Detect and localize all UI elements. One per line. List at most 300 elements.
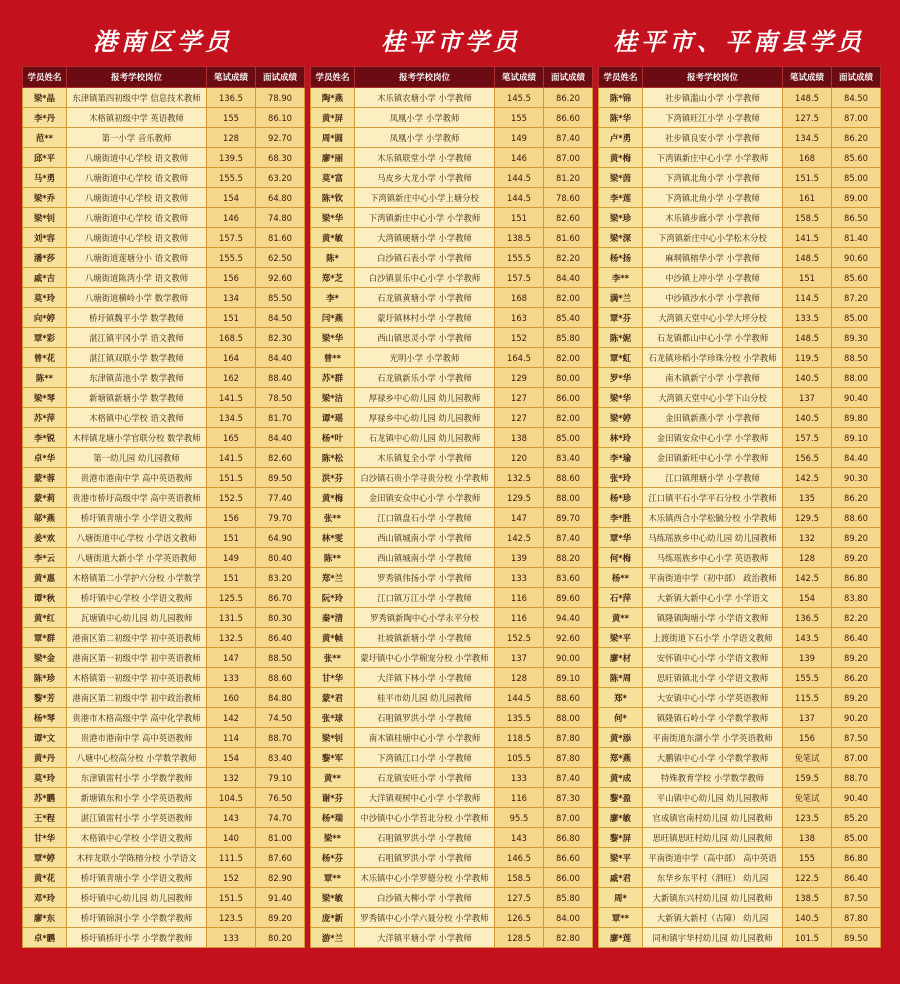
student-name: 梁*华 [599, 388, 643, 408]
interview-score: 92.60 [256, 268, 305, 288]
written-score: 140.5 [783, 408, 832, 428]
written-score: 104.5 [207, 788, 256, 808]
written-score: 163 [495, 308, 544, 328]
exam-position: 木梓镇龙塘小学官联分校 数学教师 [67, 428, 207, 448]
table-row [23, 768, 305, 788]
student-name: 廖*丽 [311, 148, 355, 168]
written-score: 114 [207, 728, 256, 748]
student-name: 杨*扬 [599, 248, 643, 268]
interview-score: 82.00 [544, 348, 593, 368]
student-name: 廖*莲 [599, 928, 643, 948]
interview-score: 92.70 [256, 128, 305, 148]
student-name: 覃** [599, 908, 643, 928]
exam-position: 新塘镇新塘小学 数学教师 [67, 388, 207, 408]
exam-position: 桥圩镇青塘小学 小学语文教师 [67, 508, 207, 528]
written-score: 139 [783, 648, 832, 668]
table-row [599, 568, 881, 588]
interview-score: 86.40 [832, 868, 881, 888]
written-score: 161 [783, 188, 832, 208]
table-row [311, 448, 593, 468]
table-row [599, 488, 881, 508]
exam-position: 石龙镇安旺小学 小学教师 [355, 768, 495, 788]
written-score: 138.5 [495, 228, 544, 248]
exam-position: 八塘街道中心学校 小学语文教师 [67, 528, 207, 548]
interview-score: 89.50 [256, 468, 305, 488]
interview-score: 82.90 [256, 868, 305, 888]
table-row [311, 788, 593, 808]
student-name: 陈*钦 [311, 188, 355, 208]
table-row [311, 168, 593, 188]
student-name: 闫*燕 [311, 308, 355, 328]
score-table [22, 66, 305, 948]
student-name: 陈*松 [311, 448, 355, 468]
exam-position: 光明小学 小学教师 [355, 348, 495, 368]
student-name: 林*雯 [311, 528, 355, 548]
student-name: 梁*乔 [23, 188, 67, 208]
written-score: 131.5 [207, 608, 256, 628]
student-name: 莫*富 [311, 168, 355, 188]
table-row [311, 888, 593, 908]
exam-position: 八塘中心校高分校 小学数学教师 [67, 748, 207, 768]
header-position: 报考学校岗位 [355, 67, 495, 88]
interview-score: 81.70 [256, 408, 305, 428]
interview-score: 86.60 [544, 848, 593, 868]
table-row [311, 908, 593, 928]
table-row [599, 88, 881, 108]
exam-position: 平南街道东湖小学 小学英语教师 [643, 728, 783, 748]
interview-score: 85.20 [832, 808, 881, 828]
interview-score: 91.40 [256, 888, 305, 908]
exam-position: 西山镇思灵小学 小学教师 [355, 328, 495, 348]
interview-score: 84.40 [256, 428, 305, 448]
student-name: 梁*琴 [23, 388, 67, 408]
exam-position: 桥圩镇锦洞小学 小学数学教师 [67, 908, 207, 928]
written-score: 144.5 [495, 688, 544, 708]
written-score: 148.5 [783, 248, 832, 268]
exam-position: 大洋镇下林小学 小学教师 [355, 668, 495, 688]
student-name: 谭*秋 [23, 588, 67, 608]
interview-score: 78.50 [256, 388, 305, 408]
interview-score: 64.90 [256, 528, 305, 548]
interview-score: 89.20 [832, 688, 881, 708]
written-score: 139.5 [207, 148, 256, 168]
interview-score: 89.50 [832, 928, 881, 948]
exam-position: 下湾镇旺江小学 小学教师 [643, 108, 783, 128]
table-row [311, 328, 593, 348]
table-row [311, 848, 593, 868]
interview-score: 83.60 [544, 568, 593, 588]
table-row [311, 568, 593, 588]
table-row [23, 868, 305, 888]
interview-score: 88.50 [256, 648, 305, 668]
written-score: 149 [495, 128, 544, 148]
interview-score: 86.20 [832, 128, 881, 148]
header-interview-score: 面试成绩 [544, 67, 593, 88]
interview-score: 90.40 [832, 388, 881, 408]
written-score: 165 [207, 428, 256, 448]
written-score: 143 [207, 808, 256, 828]
exam-position: 石咀镇罗洪小学 小学教师 [355, 708, 495, 728]
student-name: 黄*梅 [599, 148, 643, 168]
exam-position: 平南街道中学（高中部） 高中英语 [643, 848, 783, 868]
exam-position: 木乐镇步廊小学 小学教师 [643, 208, 783, 228]
exam-position: 官成镇官南村幼儿园 幼儿园教师 [643, 808, 783, 828]
student-name: 苏*鹏 [23, 788, 67, 808]
section-title: 桂平市、平南县学员 [613, 27, 865, 56]
exam-position: 大鹏镇中心小学 小学数学教师 [643, 748, 783, 768]
exam-position: 贵港市木格高级中学 高中化学教师 [67, 708, 207, 728]
written-score: 120 [495, 448, 544, 468]
student-name: 谭*文 [23, 728, 67, 748]
exam-position: 桥圩镇桥圩小学 小学数学教师 [67, 928, 207, 948]
written-score: 158.5 [495, 868, 544, 888]
table-row [599, 268, 881, 288]
written-score: 168 [783, 148, 832, 168]
written-score: 141.5 [207, 388, 256, 408]
table-row [23, 468, 305, 488]
table-row [23, 208, 305, 228]
interview-score: 82.00 [544, 288, 593, 308]
exam-position: 瓦塘镇中心幼儿园 幼儿园教师 [67, 608, 207, 628]
interview-score: 86.50 [832, 208, 881, 228]
student-name: 覃** [311, 868, 355, 888]
student-name: 陶*燕 [311, 88, 355, 108]
exam-position: 马练瑶族乡中心幼儿园 幼儿园教师 [643, 528, 783, 548]
interview-score: 83.80 [832, 588, 881, 608]
exam-position: 大湾镇硬塘小学 小学教师 [355, 228, 495, 248]
exam-position: 同和镇宇华村幼儿园 幼儿园教师 [643, 928, 783, 948]
student-name: 戚*吉 [23, 268, 67, 288]
interview-score: 89.10 [544, 668, 593, 688]
written-score: 143 [495, 828, 544, 848]
table-row [599, 468, 881, 488]
exam-position: 西山镇城南小学 小学教师 [355, 528, 495, 548]
student-name: 黎*芳 [23, 688, 67, 708]
student-name: 杨*珍 [599, 488, 643, 508]
written-score: 116 [495, 588, 544, 608]
table-row [311, 508, 593, 528]
exam-position: 中沙镇沙水小学 小学教师 [643, 288, 783, 308]
table-row [311, 148, 593, 168]
header-position: 报考学校岗位 [67, 67, 207, 88]
exam-position: 大安镇中心小学 小学英语教师 [643, 688, 783, 708]
written-score: 138 [783, 828, 832, 848]
student-name: 郑*燕 [599, 748, 643, 768]
exam-position: 石咀镇罗洪小学 小学教师 [355, 828, 495, 848]
table-row [23, 668, 305, 688]
table-row [23, 328, 305, 348]
interview-score: 76.50 [256, 788, 305, 808]
student-name: 向*婷 [23, 308, 67, 328]
student-name: 李*锐 [23, 428, 67, 448]
interview-score: 94.40 [544, 608, 593, 628]
student-name: 陈*妮 [599, 328, 643, 348]
student-name: 邬*燕 [23, 508, 67, 528]
table-row [599, 588, 881, 608]
exam-position: 八塘街道中心学校 语文教师 [67, 168, 207, 188]
written-score: 157.5 [495, 268, 544, 288]
interview-score: 78.60 [544, 188, 593, 208]
student-name: 黄*屏 [311, 108, 355, 128]
table-row [599, 448, 881, 468]
table-row [23, 188, 305, 208]
interview-score: 77.40 [256, 488, 305, 508]
student-name: 卢*勇 [599, 128, 643, 148]
exam-position: 社步镇良安小学 小学教师 [643, 128, 783, 148]
table-row [311, 648, 593, 668]
written-score: 156 [207, 268, 256, 288]
interview-score: 87.00 [544, 148, 593, 168]
exam-position: 木格镇中心学校 小学语文教师 [67, 828, 207, 848]
written-score: 138 [495, 428, 544, 448]
header-name: 学员姓名 [599, 67, 643, 88]
interview-score: 87.80 [544, 748, 593, 768]
student-name: 陈*华 [599, 108, 643, 128]
interview-score: 88.40 [256, 368, 305, 388]
table-row [311, 528, 593, 548]
exam-position: 白沙镇大柳小学 小学教师 [355, 888, 495, 908]
written-score: 168.5 [207, 328, 256, 348]
student-name: 梁*婷 [599, 408, 643, 428]
table-row [599, 548, 881, 568]
exam-position: 蒙圩镇中心小学棉宠分校 小学教师 [355, 648, 495, 668]
table-row [311, 308, 593, 328]
written-score: 151 [783, 268, 832, 288]
score-table [598, 66, 881, 948]
student-name: 梁*深 [599, 228, 643, 248]
interview-score: 63.20 [256, 168, 305, 188]
interview-score: 83.20 [256, 568, 305, 588]
student-name: 李*云 [23, 548, 67, 568]
interview-score: 87.80 [544, 728, 593, 748]
interview-score: 89.20 [832, 548, 881, 568]
table-row [311, 808, 593, 828]
student-name: 杨*琴 [23, 708, 67, 728]
table-row [23, 628, 305, 648]
written-score: 123.5 [783, 808, 832, 828]
interview-score: 88.60 [544, 688, 593, 708]
student-name: 覃*群 [23, 628, 67, 648]
student-name: 李*胜 [599, 508, 643, 528]
exam-position: 木梓龙联小学陈榕分校 小学语文 [67, 848, 207, 868]
written-score: 123.5 [207, 908, 256, 928]
exam-position: 南木镇新宁小学 小学教师 [643, 368, 783, 388]
exam-position: 桂平市幼儿园 幼儿园教师 [355, 688, 495, 708]
student-name: 黎*盈 [599, 788, 643, 808]
student-name: 谭*瑶 [311, 408, 355, 428]
table-row [599, 848, 881, 868]
exam-position: 贵港市桥圩高级中学 高中英语教师 [67, 488, 207, 508]
student-name: 黄*成 [599, 768, 643, 788]
exam-position: 大湾镇天堂中心小学下山分校 [643, 388, 783, 408]
written-score: 129 [495, 368, 544, 388]
table-row [23, 528, 305, 548]
exam-position: 凤凰小学 小学教师 [355, 108, 495, 128]
header-name: 学员姓名 [23, 67, 67, 88]
student-name: 蒙*蓉 [23, 468, 67, 488]
student-name: 覃*婷 [23, 848, 67, 868]
exam-position: 白沙镇石贵小学寻贵分校 小学教师 [355, 468, 495, 488]
interview-score: 87.50 [832, 728, 881, 748]
table-row [599, 348, 881, 368]
written-score: 132 [207, 768, 256, 788]
table-row [23, 388, 305, 408]
student-name: 杨*叶 [311, 428, 355, 448]
exam-position: 八塘街道中心学校 语文教师 [67, 148, 207, 168]
exam-position: 新塘镇东和小学 小学英语教师 [67, 788, 207, 808]
exam-position: 下湾镇北角小学 小学教师 [643, 168, 783, 188]
interview-score: 85.60 [832, 268, 881, 288]
written-score: 156 [783, 728, 832, 748]
written-score: 127.5 [495, 888, 544, 908]
exam-position: 凤凰小学 小学教师 [355, 128, 495, 148]
student-name: 覃*华 [599, 528, 643, 548]
table-row [23, 928, 305, 948]
exam-position: 罗秀镇伟扬小学 小学教师 [355, 568, 495, 588]
header-interview-score: 面试成绩 [832, 67, 881, 88]
table-row [23, 548, 305, 568]
exam-position: 八塘街道横岭小学 数学教师 [67, 288, 207, 308]
student-name: 卓*华 [23, 448, 67, 468]
student-name: 陈** [311, 548, 355, 568]
table-row [311, 708, 593, 728]
exam-position: 大新镇东兴村幼儿园 幼儿园教师 [643, 888, 783, 908]
table-row [599, 768, 881, 788]
table-row [311, 288, 593, 308]
exam-position: 蒙圩镇林村小学 小学教师 [355, 308, 495, 328]
student-name: 邱*平 [23, 148, 67, 168]
interview-score: 86.40 [256, 628, 305, 648]
written-score: 141.5 [207, 448, 256, 468]
student-name: 杨*瑞 [311, 808, 355, 828]
exam-position: 平山镇中心幼儿园 幼儿园教师 [643, 788, 783, 808]
interview-score: 88.60 [832, 508, 881, 528]
written-score: 101.5 [783, 928, 832, 948]
student-name: 陈*锦 [599, 88, 643, 108]
table-row [599, 328, 881, 348]
table-header-row [311, 67, 593, 88]
written-score: 149 [207, 548, 256, 568]
exam-position: 木格镇第二小学护六分校 小学数学 [67, 568, 207, 588]
table-row [599, 148, 881, 168]
written-score: 免笔试 [783, 748, 832, 768]
table-row [23, 348, 305, 368]
student-name: 梁*金 [23, 648, 67, 668]
student-name: 黄*惠 [23, 568, 67, 588]
interview-score: 74.50 [256, 708, 305, 728]
exam-position: 下湾镇新庄中心小学松木分校 [643, 228, 783, 248]
written-score: 132.5 [207, 628, 256, 648]
table-row [311, 88, 593, 108]
student-name: 梁*华 [311, 328, 355, 348]
written-score: 142 [207, 708, 256, 728]
written-score: 139 [495, 548, 544, 568]
written-score: 135 [783, 488, 832, 508]
table-row [311, 348, 593, 368]
interview-score: 82.60 [544, 208, 593, 228]
written-score: 155 [783, 848, 832, 868]
student-name: 李*莲 [599, 188, 643, 208]
written-score: 133 [207, 928, 256, 948]
table-row [311, 548, 593, 568]
written-score: 116 [495, 608, 544, 628]
written-score: 147 [495, 508, 544, 528]
written-score: 127.5 [783, 108, 832, 128]
exam-position: 桥圩镇青塘小学 小学语文教师 [67, 868, 207, 888]
student-name: 梁*敏 [311, 888, 355, 908]
exam-position: 木格镇第一初级中学 初中英语教师 [67, 668, 207, 688]
interview-score: 86.80 [544, 828, 593, 848]
section-title: 港南区学员 [93, 27, 233, 56]
interview-score: 62.50 [256, 248, 305, 268]
exam-position: 西山镇城南小学 小学教师 [355, 548, 495, 568]
table-row [311, 668, 593, 688]
table-row [23, 608, 305, 628]
interview-score: 90.30 [832, 468, 881, 488]
written-score: 151 [495, 208, 544, 228]
section-title: 桂平市学员 [381, 27, 521, 56]
student-name: 梁*珍 [599, 208, 643, 228]
table-row [599, 428, 881, 448]
interview-score: 85.50 [256, 288, 305, 308]
student-name: 曾*花 [23, 348, 67, 368]
written-score: 140.5 [783, 368, 832, 388]
student-name: 庞*新 [311, 908, 355, 928]
interview-score: 86.80 [832, 848, 881, 868]
table-row [23, 168, 305, 188]
student-name: 黄*梅 [311, 488, 355, 508]
table-row [599, 228, 881, 248]
interview-score: 82.00 [544, 408, 593, 428]
exam-position: 白沙镇石表小学 小学教师 [355, 248, 495, 268]
student-name: 苏*萍 [23, 408, 67, 428]
exam-position: 贵港市港南中学 高中英语教师 [67, 728, 207, 748]
student-name: 梁*洁 [311, 388, 355, 408]
exam-position: 中沙镇中心小学苔北分校 小学教师 [355, 808, 495, 828]
table-row [599, 528, 881, 548]
student-name: 杨*芬 [311, 848, 355, 868]
written-score: 133 [207, 668, 256, 688]
interview-score: 90.40 [832, 788, 881, 808]
interview-score: 87.00 [544, 808, 593, 828]
written-score: 137 [783, 388, 832, 408]
interview-score: 84.40 [544, 268, 593, 288]
table-row [311, 928, 593, 948]
score-table [310, 66, 593, 948]
written-score: 122.5 [783, 868, 832, 888]
table-row [599, 708, 881, 728]
interview-score: 88.50 [832, 348, 881, 368]
interview-score: 82.80 [544, 928, 593, 948]
interview-score: 87.80 [832, 908, 881, 928]
student-name: 黄*敏 [311, 228, 355, 248]
written-score: 132.5 [495, 468, 544, 488]
exam-position: 罗秀镇新陶中心小学永平分校 [355, 608, 495, 628]
written-score: 148.5 [783, 88, 832, 108]
student-name: 杨** [599, 568, 643, 588]
interview-score: 86.60 [544, 108, 593, 128]
interview-score: 89.20 [256, 908, 305, 928]
interview-score: 87.00 [832, 108, 881, 128]
written-score: 116 [495, 788, 544, 808]
exam-position: 社步镇滥山小学 小学教师 [643, 88, 783, 108]
exam-position: 安怀镇中心小学 小学语文教师 [643, 648, 783, 668]
written-score: 115.5 [783, 688, 832, 708]
table-row [599, 128, 881, 148]
written-score: 134.5 [207, 408, 256, 428]
exam-position: 木格镇中心学校 语文教师 [67, 408, 207, 428]
written-score: 151 [207, 568, 256, 588]
